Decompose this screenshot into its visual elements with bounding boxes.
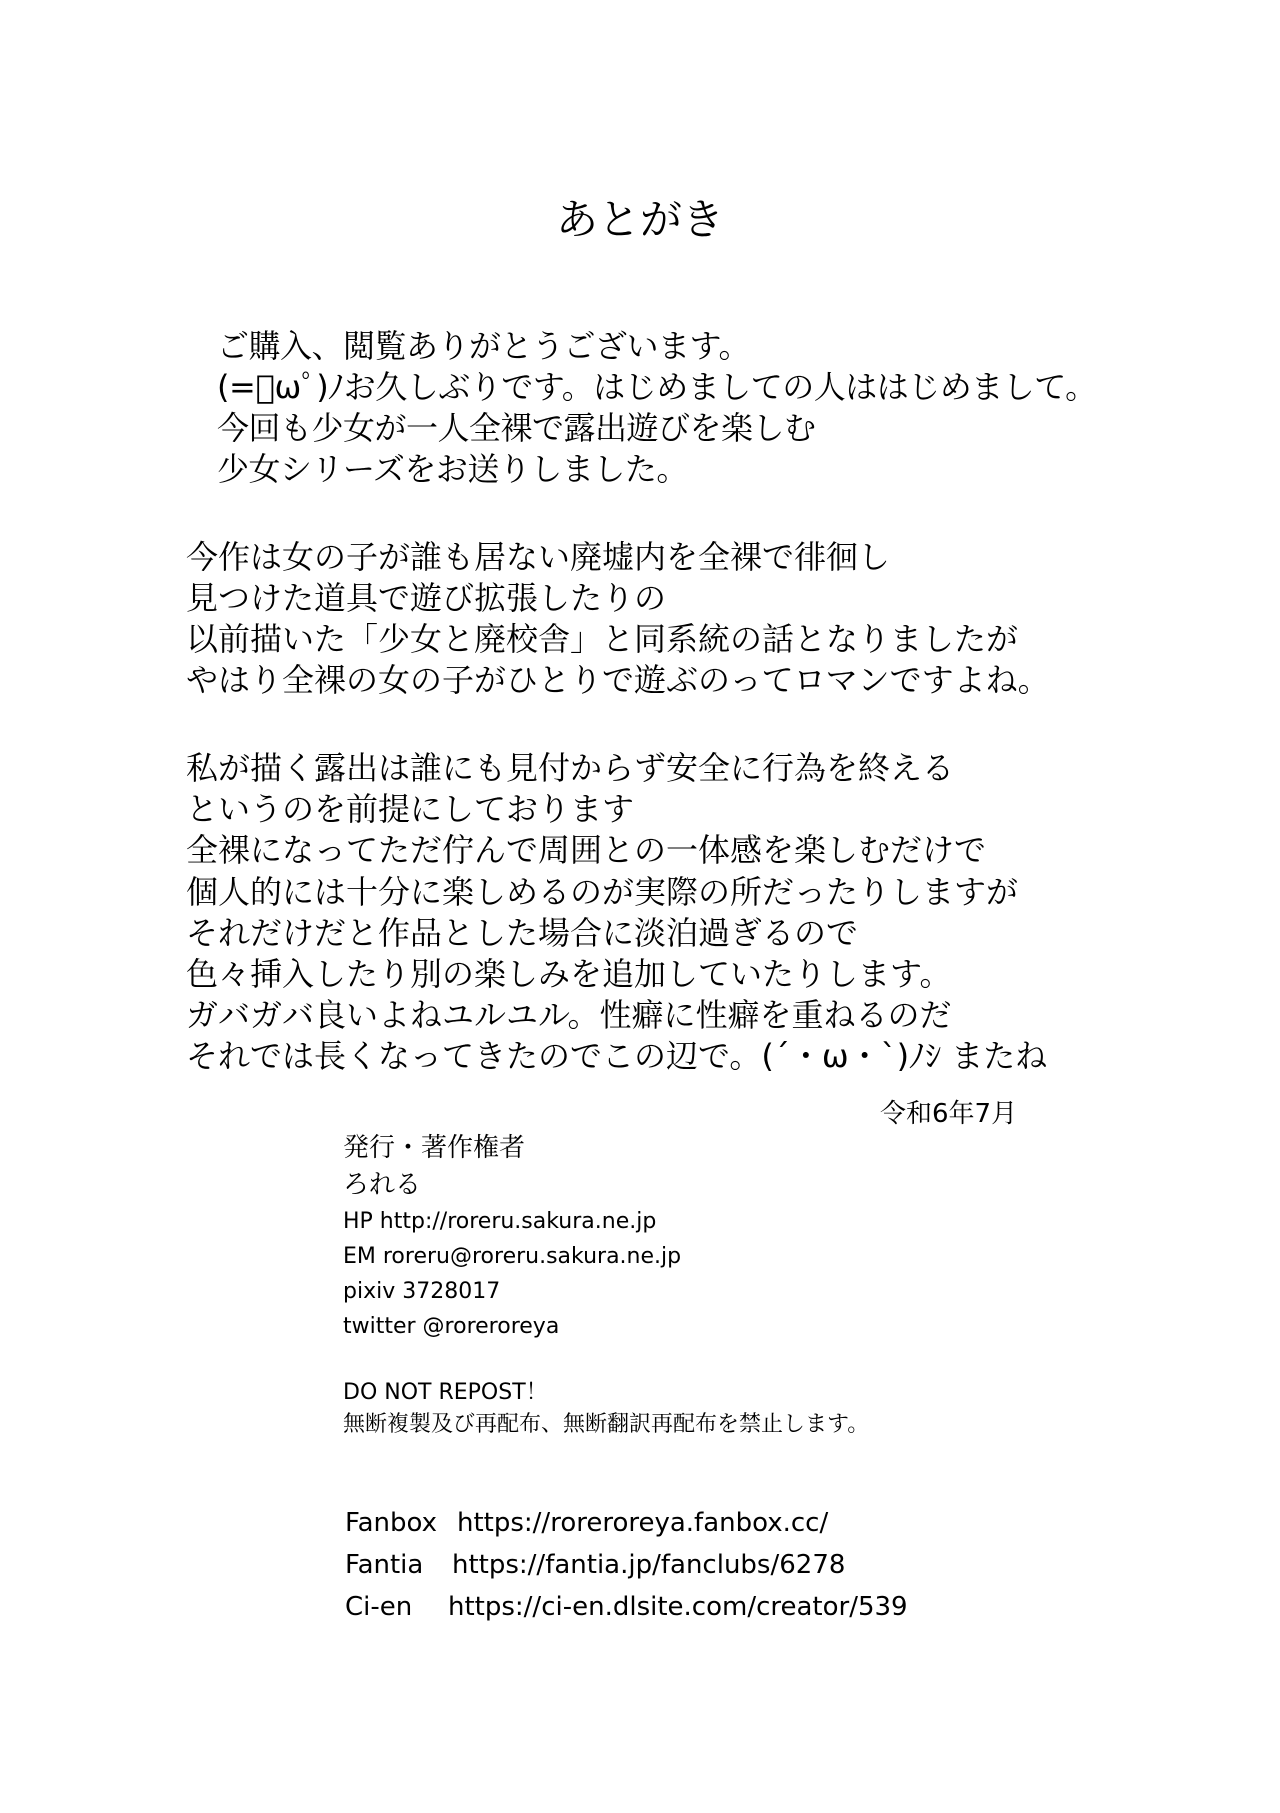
intro-paragraph (217, 326, 1097, 490)
publisher-role: 発行・著作権者 (343, 1133, 526, 1163)
fanbox-url[interactable]: https://roreroreya.fanbox.cc/ (457, 1508, 829, 1538)
text-line: 今回も少女が一人全裸で露出遊びを楽しむ (217, 409, 816, 447)
cien-url[interactable]: https://ci-en.dlsite.com/creator/539 (448, 1592, 908, 1622)
fantia-url[interactable]: https://fantia.jp/fanclubs/6278 (452, 1550, 846, 1580)
text-line: 見つけた道具で遊び拡張したりの (186, 579, 667, 617)
text-line: 以前描いた「少女と廃校舎」と同系統の話となりましたが (186, 620, 1019, 658)
text-line: それだけだと作品とした場合に淡泊過ぎるので (186, 913, 859, 952)
text-line: 色々挿入したり別の楽しみを追加していたりします。 (186, 954, 952, 993)
text-line: それでは長くなってきたのでこの辺で。(´・ω・`)ﾉｼ またね (186, 1037, 1048, 1076)
text-line: やはり全裸の女の子がひとりで遊ぶのってロマンですよね。 (186, 661, 1050, 699)
text-line: 全裸になってただ佇んで周囲との一体感を楽しむだけで (186, 831, 987, 870)
text-line: 少女シリーズをお送りしました。 (217, 450, 688, 488)
fantia-label: Fantia (345, 1550, 424, 1580)
cien-label: Ci-en (345, 1592, 413, 1622)
repost-notice (343, 1377, 869, 1441)
text-line: というのを前提にしております (186, 790, 635, 829)
twitter-handle[interactable]: twitter @roreroreya (343, 1314, 560, 1339)
date-label: 令和6年7月 (880, 1099, 1018, 1129)
pixiv-id: pixiv 3728017 (343, 1279, 501, 1304)
text-line: (=ﾟωﾟ)ﾉお久しぶりです。はじめましての人ははじめまして。 (217, 368, 1097, 406)
email-link[interactable]: EM roreru@roreru.sakura.ne.jp (343, 1244, 682, 1269)
text-line: ご購入、閲覧ありがとうございます。 (217, 327, 750, 365)
fanbox-label: Fanbox (345, 1508, 437, 1538)
body-paragraph-2 (186, 748, 1047, 1078)
text-line: 個人的には十分に楽しめるのが実際の所だったりしますが (186, 872, 1019, 911)
author-name: ろれる (343, 1170, 422, 1200)
page-title: あとがき (555, 195, 724, 244)
fanbox-link-row (345, 1502, 908, 1544)
cien-link-row (345, 1586, 908, 1628)
body-paragraph-1 (186, 537, 1050, 701)
homepage-link[interactable]: HP http://roreru.sakura.ne.jp (343, 1209, 657, 1234)
text-line: ガバガバ良いよねユルユル。性癖に性癖を重ねるのだ (186, 996, 952, 1035)
text-line: 今作は女の子が誰も居ない廃墟内を全裸で徘徊し (186, 538, 891, 576)
fantia-link-row (345, 1544, 908, 1586)
support-links (345, 1502, 908, 1628)
text-line: 私が描く露出は誰にも見付からず安全に行為を終える (186, 749, 955, 787)
notice-line-1: DO NOT REPOST！ (343, 1380, 548, 1405)
credits-block (343, 1130, 681, 1344)
notice-line-2: 無断複製及び再配布、無断翻訳再配布を禁止します。 (343, 1412, 870, 1437)
